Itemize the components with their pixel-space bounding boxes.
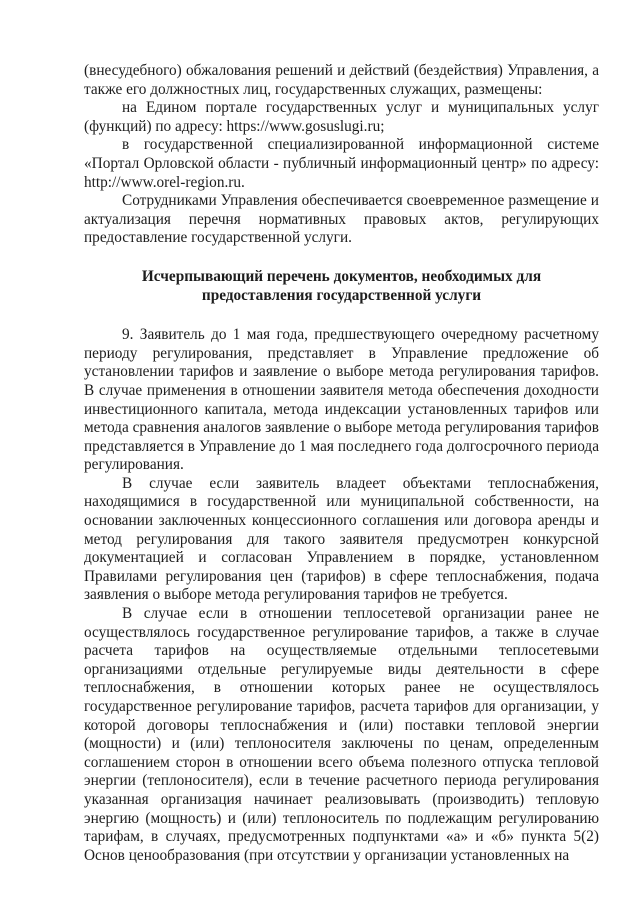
paragraph-regional-portal: в государственной специализированной информационной системе «Портал Орловской области - публичный информационный центр» по адресу: http://www.orel-region.ru. bbox=[84, 136, 599, 191]
paragraph-concession: В случае если заявитель владеет объектами теплоснабжения, находящимися в государственной или муниципальной собственности, на основании заключенных концессионного соглашения или договора аренды и метод регулирования для такого заявителя предусмотрен конкурсной документацией и согласован Управлением в порядке, установленном Правилами регулирования цен (тарифов) в сфере теплоснабжения, подача заявления о выборе метода регулирования тарифов не требуется. bbox=[84, 474, 599, 604]
section-heading: Исчерпывающий перечень документов, необходимых для предоставления государственной услуги bbox=[141, 267, 542, 304]
document-page bbox=[84, 62, 599, 865]
paragraph-gosuslugi: на Едином портале государственных услуг и муниципальных услуг (функций) по адресу: https://www.gosuslugi.ru; bbox=[84, 99, 599, 135]
paragraph-staff-duty: Сотрудниками Управления обеспечивается своевременное размещение и актуализация перечня нормативных правовых актов, регулирующих предоставление государственной услуги. bbox=[84, 192, 599, 247]
paragraph-item-9: 9. Заявитель до 1 мая года, предшествующего очередному расчетному периоду регулирования, представляет в Управление предложение об установлении тарифов и заявление о выборе метода регулирования тарифов. В случае применения в отношении заявителя метода обеспечения доходности инвестиционного капитала, метода индексации установленных тарифов или метода сравнения аналогов заявление о выборе метода регулирования тарифов представляется в Управление до 1 мая последнего года долгосрочного периода регулирования. bbox=[84, 326, 599, 474]
paragraph-appeal-intro: (внесудебного) обжалования решений и действий (бездействия) Управления, а также его должностных лиц, государственных служащих, размещены: bbox=[84, 62, 599, 98]
paragraph-heat-network: В случае если в отношении теплосетевой организации ранее не осуществлялось государственное регулирование тарифов, а также в случае расчета тарифов на осуществляемые отдельными теплосетевыми организациями отдельные регулируемые виды деятельности в сфере теплоснабжения, в отношении которых ранее не осуществлялось государственное регулирование тарифов, расчета тарифов для организации, у которой договоры теплоснабжения и (или) поставки тепловой энергии (мощности) и (или) теплоносителя заключены по ценам, определенным соглашением сторон в отношении всего объема полезного отпуска тепловой энергии (теплоносителя), если в течение расчетного периода регулирования указанная организация начинает реализовывать (производить) тепловую энергию (мощность) и (или) теплоноситель по подлежащим регулированию тарифам, в случаях, предусмотренных подпунктами «а» и «б» пункта 5(2) Основ ценообразования (при отсутствии у организации установленных на bbox=[84, 605, 599, 864]
